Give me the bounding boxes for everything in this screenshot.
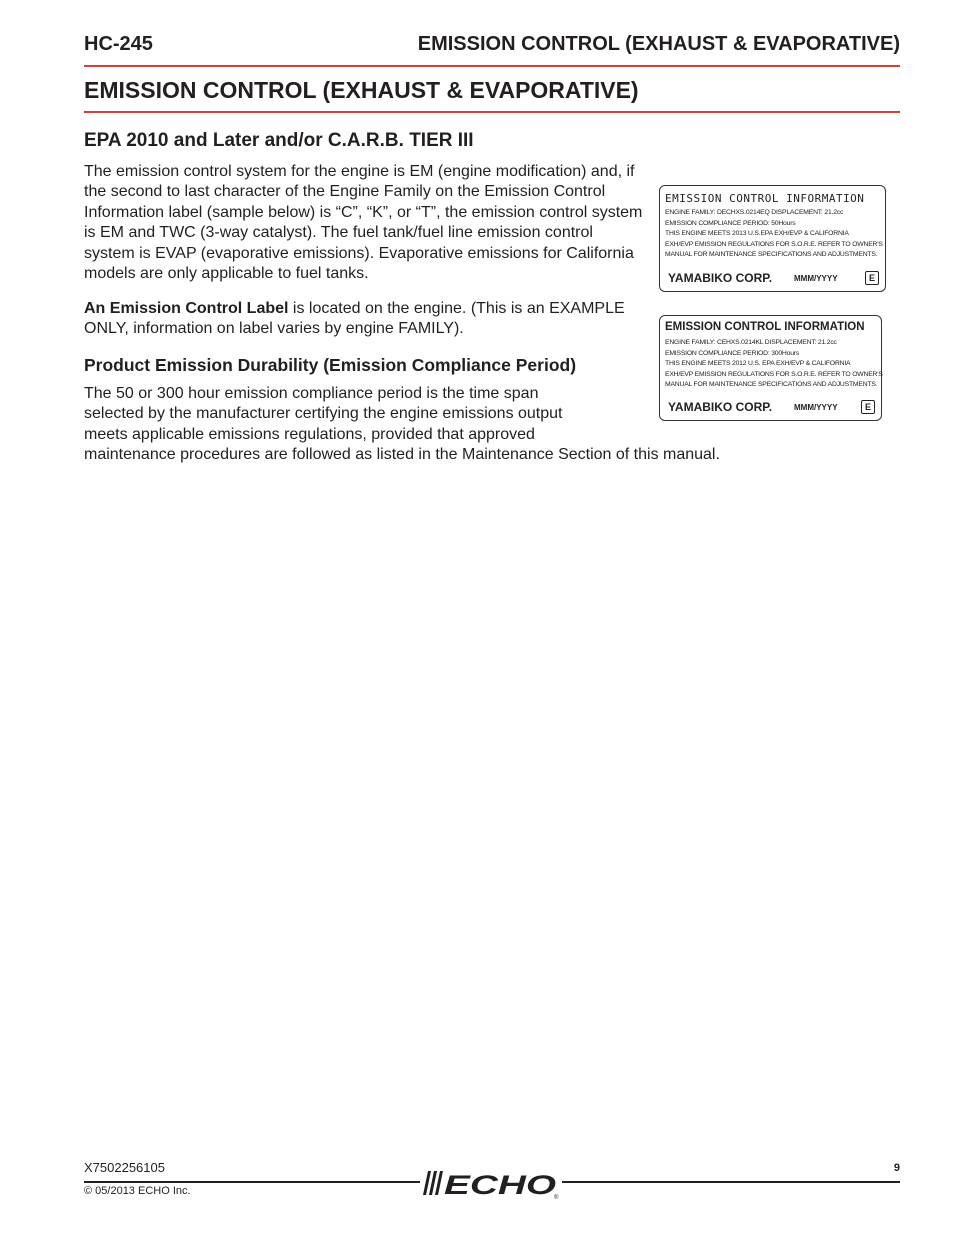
label-date: MMM/YYYY (794, 403, 838, 412)
durability-line: The 50 or 300 hour emission compliance period is the time span (84, 385, 539, 402)
durability-line: selected by the manufacturer certifying the engine emissions output (84, 405, 563, 423)
e-mark-icon: E (865, 271, 879, 285)
label-line: EMISSION COMPLIANCE PERIOD: 300Hours (665, 349, 800, 357)
label-location-bold: An Emission Control Label (84, 300, 289, 317)
durability-line: meets applicable emissions regulations, provided that approved (84, 425, 535, 443)
label-location-paragraph (84, 299, 644, 340)
label-location-text: is located on the engine. (This is an EXAMPLE ONLY, information on label varies by engine FAMILY). (84, 300, 625, 338)
copyright: © 05/2013 ECHO Inc. (84, 1185, 191, 1197)
label-line: THIS ENGINE MEETS 2013 U.S.EPA EXH/EVP & CALIFORNIA (665, 230, 849, 237)
model-number: HC-245 (84, 33, 153, 55)
section-heading: EPA 2010 and Later and/or C.A.R.B. TIER III (84, 130, 474, 151)
footer-rule-right (562, 1181, 900, 1183)
label-line: ENGINE FAMILY: DECHXS.0214EQ DISPLACEMENT: 21.2cc (665, 209, 844, 216)
label-line: EXH/EVP EMISSION REGULATIONS FOR S.O.R.E. REFER TO OWNER'S (665, 240, 883, 248)
label-line: ENGINE FAMILY: CEHXS.0214KL DISPLACEMENT: 21.2cc (665, 339, 837, 346)
label-title: EMISSION CONTROL INFORMATION (665, 192, 865, 205)
title-rule (84, 111, 900, 113)
emission-label-sample-2 (659, 315, 882, 421)
page-title: EMISSION CONTROL (EXHAUST & EVAPORATIVE) (84, 77, 639, 103)
document-number: X7502256105 (84, 1160, 165, 1175)
label-line: EXH/EVP EMISSION REGULATIONS FOR S.O.R.E. REFER TO OWNER'S (665, 370, 883, 378)
label-date: MMM/YYYY (794, 274, 838, 283)
label-text-block (665, 338, 883, 391)
label-corp: YAMABIKO CORP. (668, 400, 773, 414)
label-text-block (665, 208, 883, 261)
header-section-title: EMISSION CONTROL (EXHAUST & EVAPORATIVE) (417, 33, 900, 55)
label-footer (666, 271, 879, 285)
intro-paragraph: The emission control system for the engine is EM (engine modification) and, if the second to last character of the Engine Family on the Emission Control Information label (sample below) is “C”, “K”, or “T”, the emission control system is EM and TWC (3-way catalyst). The fuel tank/fuel line emission control system is EVAP (evaporative emissions). Evaporative emissions for California models are only applicable to fuel tanks. (84, 163, 643, 283)
emission-label-sample-1 (659, 185, 886, 292)
label-footer (666, 400, 875, 414)
page-header (84, 30, 900, 62)
e-mark-icon: E (861, 400, 875, 414)
label-line: EMISSION COMPLIANCE PERIOD: 50Hours (665, 219, 796, 227)
page-number: 9 (893, 1162, 900, 1174)
footer-rule-left (84, 1181, 420, 1183)
label-line: THIS ENGINE MEETS 2012 U.S. EPA EXH/EVP & CALIFORNIA (665, 360, 851, 367)
logo-wordmark: ECHO (444, 1170, 556, 1200)
label-title: EMISSION CONTROL INFORMATION (665, 321, 865, 333)
durability-line: maintenance procedures are followed as listed in the Maintenance Section of this manual. (84, 446, 720, 464)
logo-registered-mark: ® (554, 1195, 559, 1201)
label-corp: YAMABIKO CORP. (668, 271, 773, 285)
durability-heading: Product Emission Durability (Emission Compliance Period) (84, 355, 577, 375)
label-line: MANUAL FOR MAINTENANCE SPECIFICATIONS AND ADJUSTMENTS. (665, 251, 878, 258)
label-line: MANUAL FOR MAINTENANCE SPECIFICATIONS AND ADJUSTMENTS. (665, 381, 878, 388)
logo-stripes (423, 1171, 443, 1195)
echo-logo-icon (420, 1165, 562, 1201)
header-rule (84, 65, 900, 67)
